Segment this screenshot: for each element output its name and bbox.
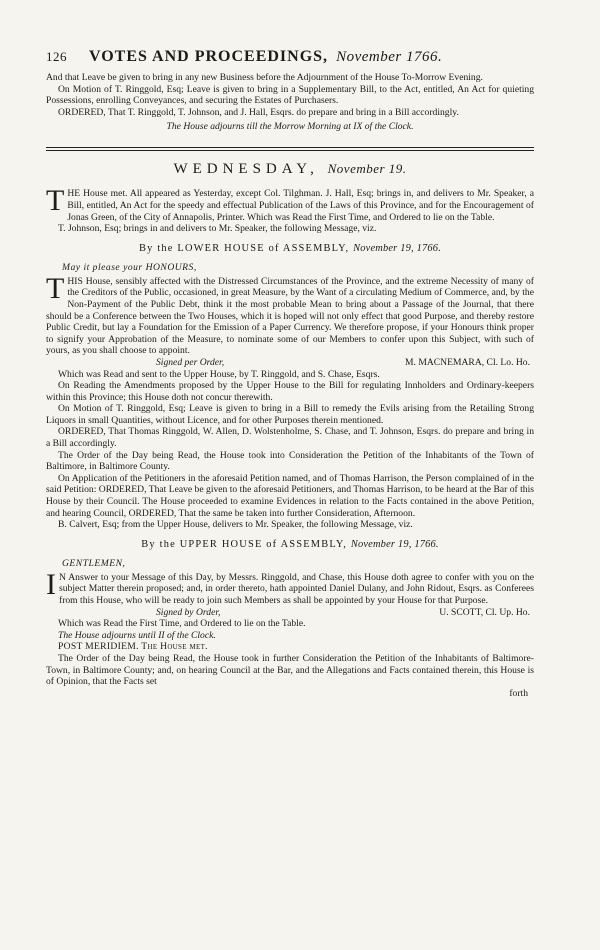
byline-lower-house-date: November 19, 1766. bbox=[353, 242, 441, 254]
page-number: 126 bbox=[46, 49, 67, 64]
day-heading bbox=[46, 161, 534, 178]
section-divider bbox=[46, 147, 534, 151]
adjournment-note-afternoon: The House adjourns until II of the Clock. bbox=[58, 629, 216, 641]
signature-row-lower bbox=[46, 357, 534, 369]
paragraph-leave-business: And that Leave be given to bring in any new Business before the Adjournment of the House To-Morrow Evening. bbox=[46, 72, 483, 83]
byline-upper-house bbox=[46, 539, 534, 550]
drop-cap: I bbox=[46, 567, 56, 601]
paragraph-motion-supplementary: On Motion of T. Ringgold, Esq; Leave is given to bring in a Supplementary Bill, to the Act, entitled, An Act for quieting Possessions, enrolling Conveyances, and securing the Estates of Purchasers. bbox=[46, 83, 534, 107]
message-upper-house bbox=[46, 567, 534, 607]
byline-upper-house-date: November 19, 1766. bbox=[350, 538, 439, 550]
paragraph-sent-upper: Which was Read and sent to the Upper House, by T. Ringgold, and S. Chase, Esqrs. bbox=[58, 368, 380, 380]
paragraph-further-consideration: The Order of the Day being Read, the House took in further Consideration the Petition of the Inhabitants of Baltimore-Town, in Baltimore County; and, on hearing Council at the Bar, and the Allegations and Facts contained therein, this House is of Opinion, that the Facts set bbox=[46, 652, 534, 688]
paragraph-ordered-prepare: ORDERED, That T. Ringgold, T. Johnson, and J. Hall, Esqrs. do prepare and bring in a Bill accordingly. bbox=[58, 106, 459, 118]
page-title-date: November 1766. bbox=[336, 49, 443, 65]
drop-cap: T bbox=[46, 271, 65, 305]
paragraph-read-first-time: Which was Read the First Time, and Ordered to lie on the Table. bbox=[58, 618, 306, 630]
salutation-honours: May it please your HONOURS, bbox=[62, 261, 197, 273]
signed-per-order: Signed per Order, bbox=[156, 356, 225, 368]
paragraph-calvert-message: B. Calvert, Esq; from the Upper House, delivers to Mr. Speaker, the following Message, viz. bbox=[58, 519, 413, 531]
message-lower-house bbox=[46, 271, 534, 357]
day-weekday: WEDNESDAY, bbox=[173, 161, 319, 178]
paragraph-ordered-liquors: ORDERED, That Thomas Ringgold, W. Allen, D. Wolstenholme, S. Chase, and T. Johnson, Esqrs. do prepare and bring in a Bill accordingly. bbox=[46, 426, 534, 450]
page-title: VOTES AND PROCEEDINGS, bbox=[89, 48, 329, 65]
paragraph-house-met: HE House met. All appeared as Yesterday, except Col. Tilghman. J. Hall, Esq; brings in, and delivers to Mr. Speaker, a Bill, entitled, An Act for the speedy and effectual Publication of the Laws of this Province, and for the Encouragement of Jonas Green, of the City of Annapolis, Printer. Which was Read the First Time, and Ordered to lie on the Table. bbox=[67, 188, 534, 223]
paragraph-petitioners: On Application of the Petitioners in the aforesaid Petition named, and of Thomas Harrison, the Person complained of in the said Petition: ORDERED, That Leave be given to the aforesaid Petitioners, and Thomas Harrison, to be heard at the Bar of this House by their Council. The House proceeded to examine Evidences in relation to the Facts contained in the above Petition, and hearing Council, ORDERED, That the same be taken into further Consideration, Afternoon. bbox=[46, 472, 534, 519]
running-header bbox=[46, 48, 534, 66]
message-upper-house-text: N Answer to your Message of this Day, by Messrs. Ringgold, and Chase, this House doth agree to confer with you on the subject Matter therein proposed; and, in order thereto, hath appointed Daniel Dulany, and John Ridout, Esqrs. as Conferees from this House, who will be ready to join such Members as shall be appointed by your House for that Purpose. bbox=[59, 571, 534, 606]
adjournment-note: The House adjourns till the Morrow Morning at IX of the Clock. bbox=[166, 121, 414, 133]
paragraph-johnson-message: T. Johnson, Esq; brings in and delivers to Mr. Speaker, the following Message, viz. bbox=[58, 223, 377, 235]
signature-scott: U. SCOTT, Cl. Up. Ho. bbox=[439, 606, 530, 618]
paragraph-post-meridiem: POST MERIDIEM. The House met. bbox=[58, 641, 208, 653]
byline-upper-house-text: By the UPPER HOUSE of ASSEMBLY, bbox=[141, 538, 348, 550]
paragraph-motion-liquors: On Motion of T. Ringgold, Esq; Leave is given to bring in a Bill to remedy the Evils arising from the Retailing Strong Liquors in small Quantities, without Licence, and for other Purposes therein mentioned. bbox=[46, 403, 534, 426]
day-date: November 19. bbox=[327, 161, 407, 177]
opening-paragraph bbox=[46, 184, 534, 223]
signature-row-upper bbox=[46, 607, 534, 619]
paragraph-amendments: On Reading the Amendments proposed by the Upper House to the Bill for regulating Innholders and Ordinary-keepers within this Province; this House doth not concur therewith. bbox=[46, 380, 534, 403]
signed-by-order: Signed by Order, bbox=[156, 606, 221, 618]
salutation-gentlemen: GENTLEMEN, bbox=[62, 557, 126, 569]
catchword: forth bbox=[509, 687, 528, 699]
byline-lower-house-text: By the LOWER HOUSE of ASSEMBLY, bbox=[139, 242, 350, 254]
byline-lower-house bbox=[46, 243, 534, 254]
message-lower-house-text: HIS House, sensibly affected with the Distressed Circumstances of the Province, and the extreme Necessity of many of the Creditors of the Public, occasioned, in great Measure, by the Want of a circulating Medium of Commerce, and, by the Non-Payment of the Public Debt, think it the most probable Mean to bring about a Passage of the Journal, that there should be a Conference between the Two Houses, which it is hoped will not only effect that good Purpose, and thereby restore Public Credit, but lay a Foundation for the Emission of a Paper Currency. We therefore propose, if your Honours think proper to signify your Approbation of the Measure, to nominate some of our Members to confer upon this Subject, with such of yours, as you shall choose to appoint. bbox=[46, 275, 534, 357]
signature-macnemara: M. MACNEMARA, Cl. Lo. Ho. bbox=[405, 356, 530, 368]
drop-cap: T bbox=[46, 184, 65, 218]
paragraph-order-of-day: The Order of the Day being Read, the House took into Consideration the Petition of the Inhabitants of the Town of Baltimore, in Baltimore County. bbox=[46, 449, 534, 473]
